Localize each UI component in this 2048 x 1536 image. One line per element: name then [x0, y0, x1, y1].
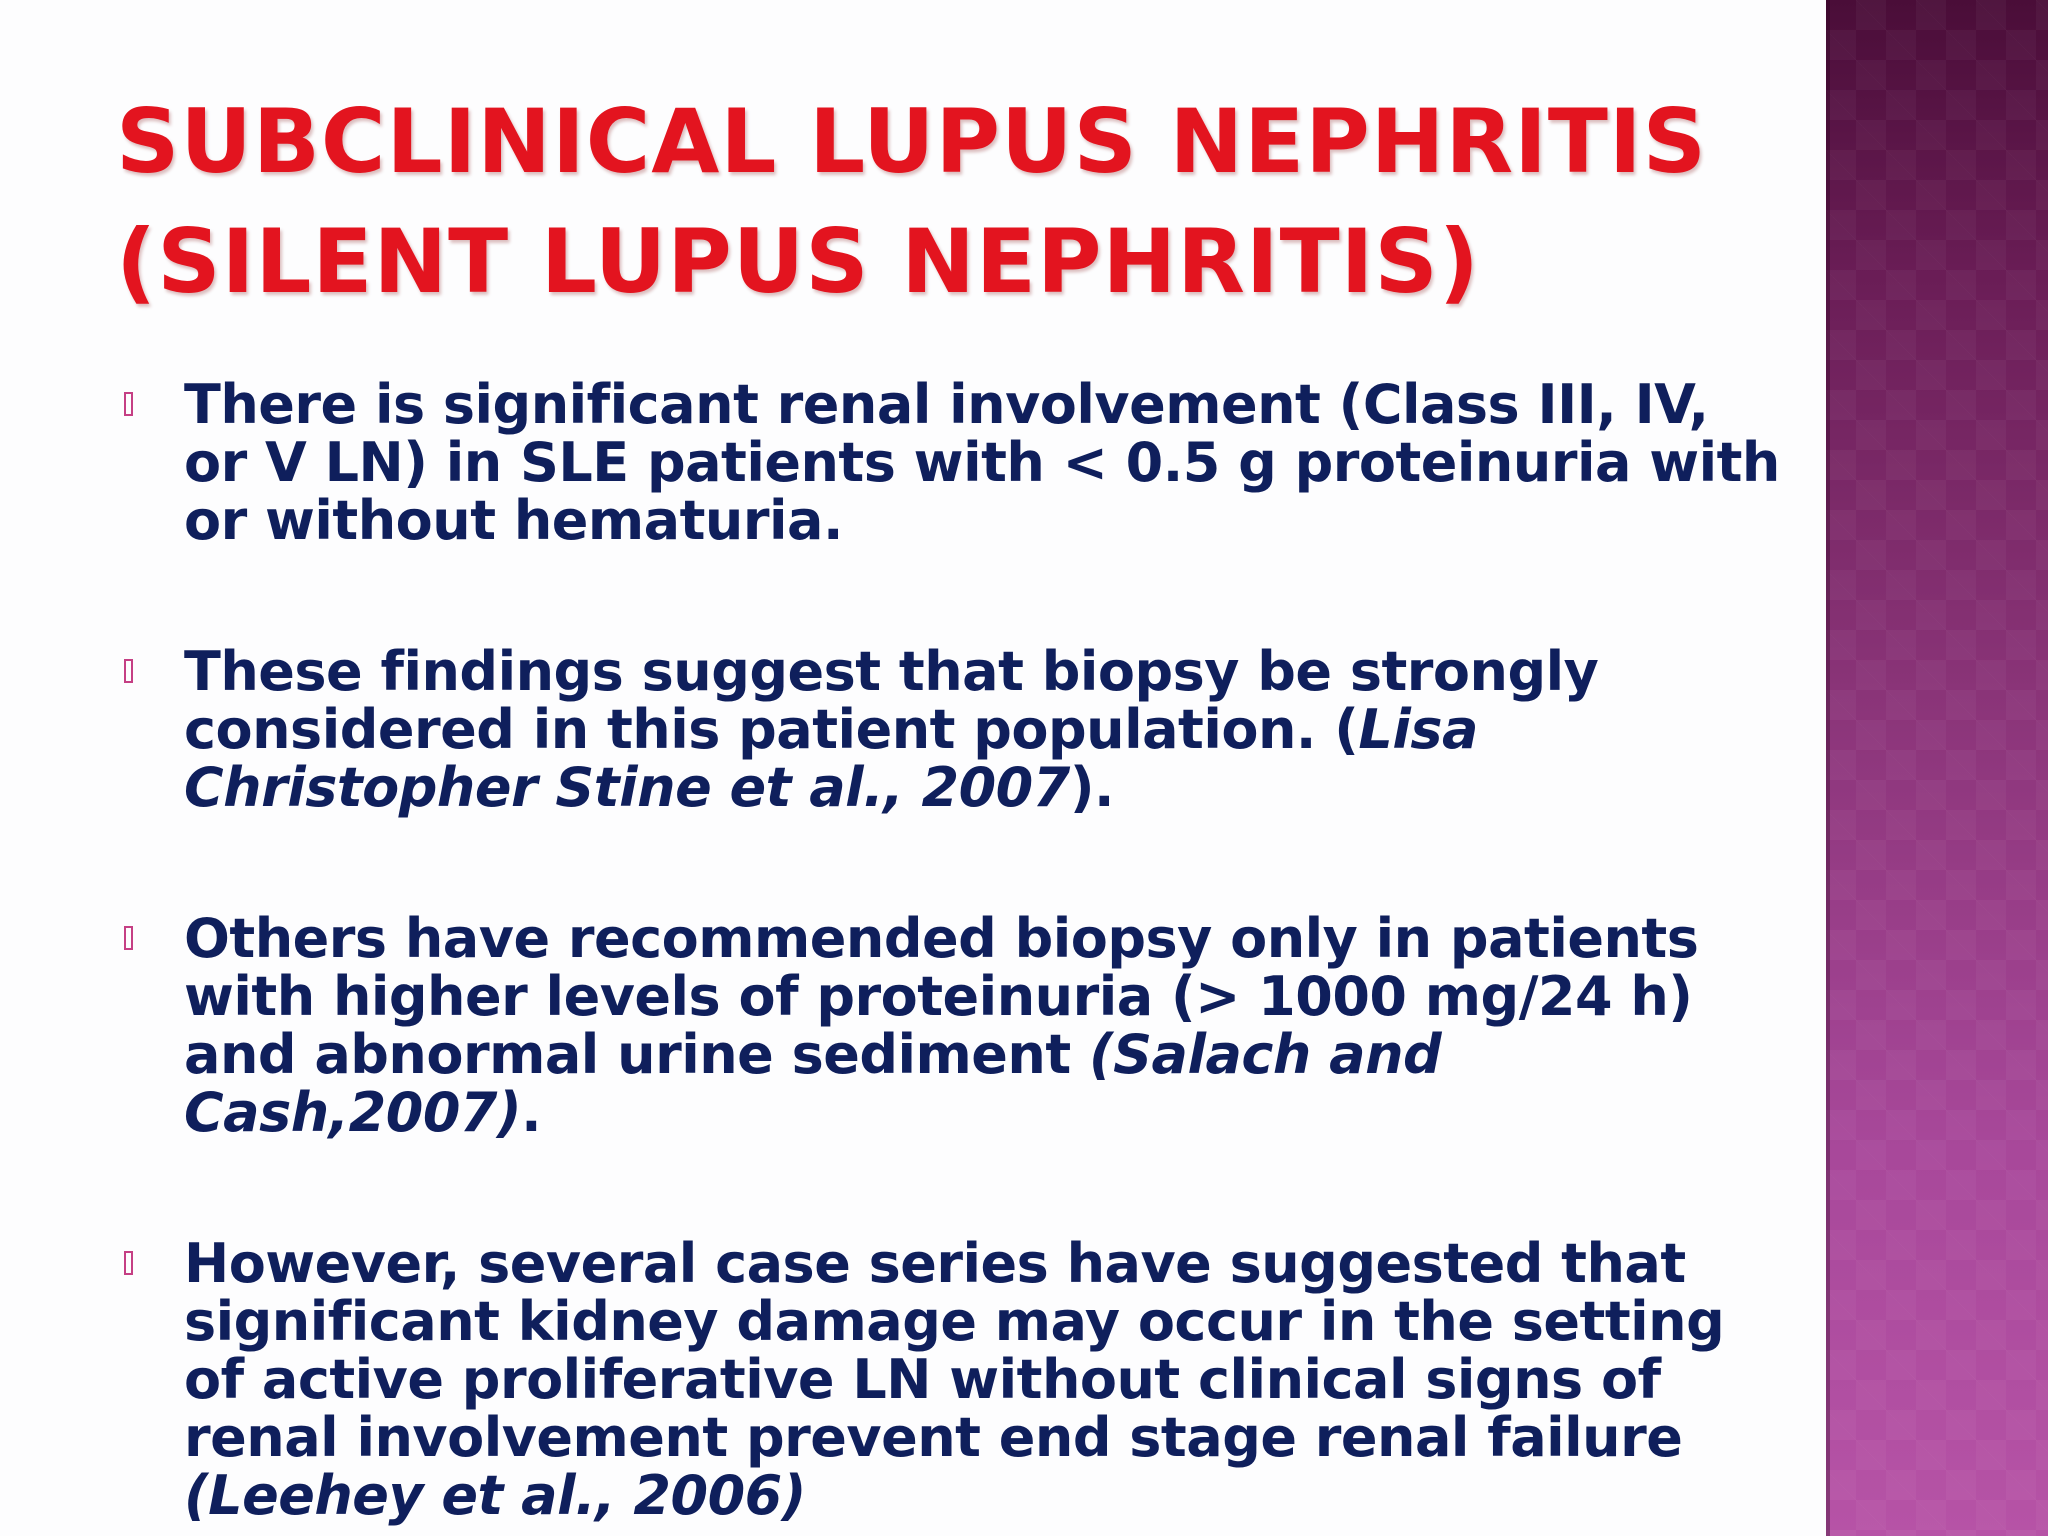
bullet-text: However, several case series have suggested that significant kidney damage may occur in the setting of active proliferative LN without clinical signs of renal involvement prevent end stage renal failure: [184, 1232, 1725, 1469]
slide-title-line-2: (SILENT LUPUS NEPHRITIS): [116, 210, 1480, 313]
slide-title-line-1: SUBCLINICAL LUPUS NEPHRITIS: [116, 90, 1708, 193]
bullet-item-3: [124, 907, 1784, 1144]
bullet-tail: ).: [1069, 756, 1115, 819]
side-panel-pattern: [1826, 0, 2048, 1536]
side-panel-edge: [1826, 0, 1830, 1536]
bullet-marker-icon: [124, 1251, 133, 1275]
bullet-marker-icon: [124, 659, 133, 683]
decorative-side-panel: [1826, 0, 2048, 1536]
bullet-text: Others have recommended biopsy only in patients with higher levels of proteinuria (> 1000 mg/24 h) and abnormal urine sediment: [184, 907, 1699, 1086]
bullet-citation: (Leehey et al., 2006): [184, 1464, 806, 1527]
bullet-list: [124, 373, 1784, 1527]
bullet-citation: (Salach and Cash,2007): [184, 1023, 1442, 1144]
bullet-tail: .: [521, 1081, 542, 1144]
bullet-text: These findings suggest that biopsy be strongly considered in this patient population. (: [184, 640, 1599, 761]
bullet-text: There is significant renal involvement (Class III, IV, or V LN) in SLE patients with < 0.5 g proteinuria with or without hematuria.: [184, 373, 1780, 552]
bullet-item-2: [124, 640, 1784, 819]
bullet-marker-icon: [124, 926, 133, 950]
bullet-citation: Lisa Christopher Stine et al., 2007: [184, 698, 1478, 819]
bullet-item-4: [124, 1232, 1784, 1527]
bullet-marker-icon: [124, 392, 133, 416]
bullet-item-1: [124, 373, 1784, 552]
slide-title: [116, 82, 1716, 322]
